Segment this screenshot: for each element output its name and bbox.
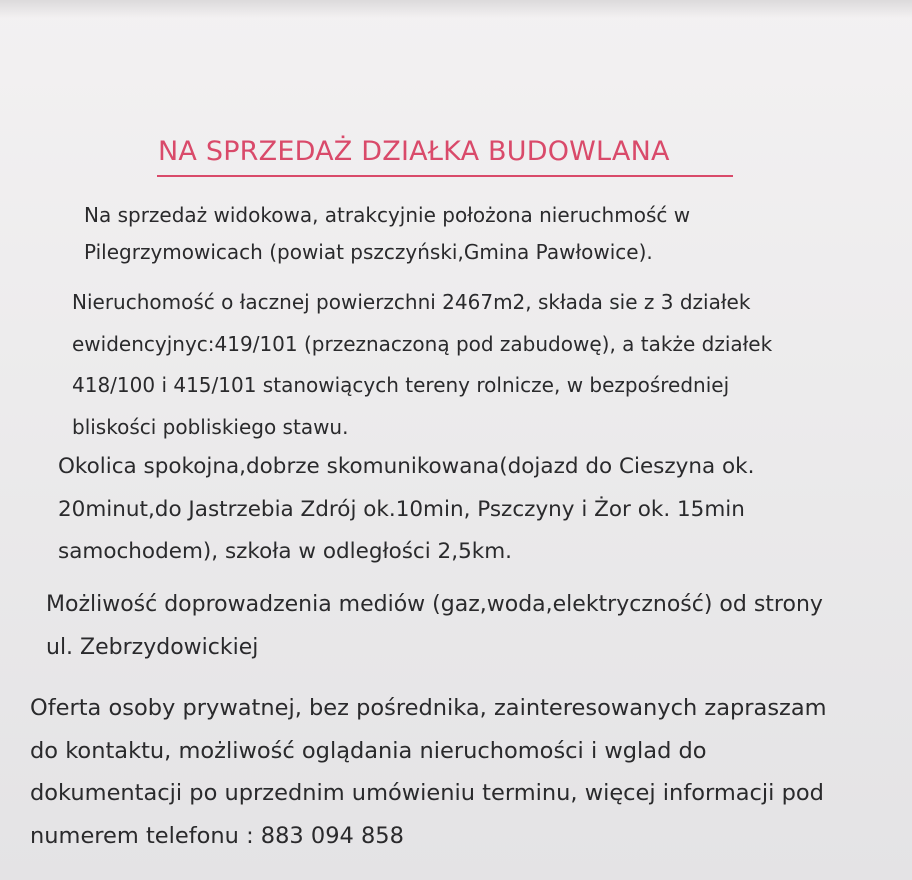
text-line: Nieruchomość o łacznej powierzchni 2467m2, składa sie z 3 działek [72, 290, 751, 314]
paragraph-property-details [72, 282, 772, 448]
text-line: samochodem), szkoła w odległości 2,5km. [58, 539, 512, 564]
text-line: dokumentacji po uprzednim umówieniu terminu, więcej informacji pod [30, 780, 824, 806]
title-underline [157, 175, 733, 177]
text-line: Na sprzedaż widokowa, atrakcyjnie położona nieruchmość w [84, 203, 691, 227]
text-line: 418/100 i 415/101 stanowiących tereny rolnicze, w bezpośredniej [72, 373, 730, 397]
text-line: ul. Zebrzydowickiej [46, 635, 259, 660]
text-line: Możliwość doprowadzenia mediów (gaz,woda,elektryczność) od strony [46, 592, 823, 617]
text-line: Oferta osoby prywatnej, bez pośrednika, zainteresowanych zapraszam [30, 695, 827, 721]
paragraph-contact [30, 687, 827, 857]
text-line: ewidencyjnyc:419/101 (przeznaczoną pod zabudowę), a także działek [72, 331, 773, 356]
paragraph-location [58, 446, 754, 574]
phone-line: numerem telefonu : 883 094 858 [30, 822, 404, 849]
document-title: NA SPRZEDAŻ DZIAŁKA BUDOWLANA [158, 136, 670, 167]
text-line: do kontaktu, możliwość oglądania nieruchomości i wglad do [30, 737, 707, 764]
text-line: Pilegrzymowicach (powiat pszczyński,Gmina Pawłowice). [84, 240, 653, 264]
text-line: Okolica spokojna,dobrze skomunikowana(dojazd do Cieszyna ok. [58, 454, 755, 479]
text-line: 20minut,do Jastrzebia Zdrój ok.10min, Pszczyny i Żor ok. 15min [58, 496, 745, 522]
paragraph-utilities [46, 583, 823, 669]
paragraph-description [84, 197, 690, 271]
text-line: bliskości pobliskiego stawu. [72, 414, 349, 439]
